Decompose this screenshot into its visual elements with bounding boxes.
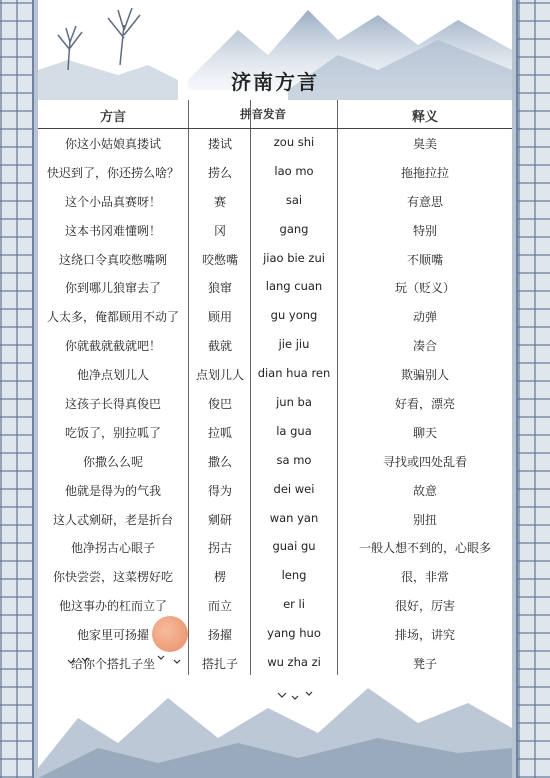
dialect-word: 捞么 (207, 165, 232, 180)
dialect-word: 截就 (207, 339, 232, 354)
pinyin-text: gang (279, 221, 309, 236)
pinyin-text: lao mo (274, 163, 314, 178)
dialect-sentence: 这绕口令真咬憋嘴咧 (58, 252, 167, 267)
dialect-word: 搂试 (207, 137, 232, 151)
dialect-sentence: 他这事办的杠而立了 (58, 599, 167, 614)
pinyin-text: jun ba (276, 395, 312, 410)
pinyin-text: la gua (276, 423, 312, 438)
table-row (38, 129, 512, 158)
dialect-word: 冈 (213, 223, 226, 238)
dialect-sentence: 你快尝尝，这菜楞好吃 (52, 570, 173, 585)
table-row (38, 418, 512, 447)
meaning-text: 凑合 (412, 339, 437, 354)
table-row (38, 245, 512, 274)
pinyin-text: wan yan (269, 510, 319, 525)
table-row (38, 591, 512, 620)
header-meaning: 释义 (411, 110, 438, 125)
pinyin-text: jie jiu (278, 337, 310, 352)
meaning-text: 排场，讲究 (394, 628, 455, 643)
dialect-word: 赛 (213, 194, 226, 209)
dialect-sentence: 他净点划儿人 (76, 368, 149, 383)
dialect-sentence: 你就截就截就吧！ (64, 339, 161, 354)
table-row (38, 562, 512, 591)
pinyin-text: leng (281, 568, 307, 583)
meaning-text: 臭美 (412, 137, 437, 151)
dialect-sentence: 他家里可扬擢 (76, 628, 149, 643)
pinyin-text: er li (283, 597, 305, 612)
header-dialect: 方言 (99, 110, 126, 125)
dialect-word: 咬憋嘴 (201, 252, 238, 267)
table-header (38, 100, 512, 129)
table-row (38, 187, 512, 216)
pinyin-text: guai gu (272, 539, 316, 554)
pinyin-text: sai (285, 192, 303, 207)
dialect-word: 楞 (213, 570, 226, 585)
table-row (38, 505, 512, 534)
table-row (38, 302, 512, 331)
table-row (38, 273, 512, 302)
table-row (38, 216, 512, 245)
dialect-word: 搭扎子 (201, 657, 238, 672)
dialect-sentence: 你撒么么呢 (82, 454, 143, 469)
meaning-text: 很好，厉害 (394, 599, 455, 614)
dialect-sentence: 他净拐古心眼子 (70, 541, 155, 556)
decorative-border-right (516, 0, 550, 778)
table-row (38, 476, 512, 505)
dialect-sentence: 这本书冈难懂咧！ (64, 223, 161, 238)
pinyin-text: jiao bie zui (263, 250, 325, 265)
dialect-word: 得为 (207, 483, 232, 498)
table-row (38, 331, 512, 360)
meaning-text: 动弹 (412, 310, 437, 325)
dialect-sentence: 你到哪儿狼窜去了 (64, 281, 161, 296)
meaning-text: 欺骗别人 (400, 368, 449, 383)
table-row (38, 447, 512, 476)
table-row (38, 533, 512, 562)
dialect-sentence: 这个小品真赛呀！ (64, 194, 161, 209)
dialect-sentence: 你这小姑娘真搂试 (64, 137, 161, 151)
dialect-word: 扬擢 (207, 628, 232, 643)
table-row (38, 620, 512, 649)
dialect-word: 撒么 (207, 454, 232, 469)
meaning-text: 凳子 (412, 657, 437, 672)
decorative-border-left (0, 0, 34, 778)
dialect-sentence: 这人忒剜研，老是折台 (52, 512, 173, 527)
meaning-text: 好看，漂亮 (394, 397, 455, 412)
pinyin-text: dei wei (273, 481, 315, 496)
meaning-text: 玩（贬义） (394, 281, 455, 296)
dialect-sentence: 人太多，俺都顾用不动了 (46, 310, 179, 325)
meaning-text: 别扭 (412, 512, 437, 527)
dialect-word: 剜研 (207, 512, 232, 527)
pinyin-text: sa mo (276, 452, 312, 467)
meaning-text: 不顺嘴 (406, 252, 443, 267)
dialect-sentence: 吃饭了，别拉呱了 (64, 425, 161, 440)
pinyin-text: wu zha zi (267, 655, 321, 670)
meaning-text: 故意 (412, 483, 437, 498)
meaning-text: 聊天 (412, 425, 437, 440)
dialect-word: 点划儿人 (195, 368, 244, 383)
dialect-word: 狼窜 (207, 281, 232, 296)
dialect-sentence: 他就是得为的气我 (64, 483, 161, 498)
table-row (38, 389, 512, 418)
dialect-word: 顾用 (207, 310, 232, 325)
table-row (38, 360, 512, 389)
meaning-text: 特别 (412, 223, 437, 238)
meaning-text: 有意思 (406, 194, 443, 209)
meaning-text: 很，非常 (400, 570, 449, 585)
border-inner-right (512, 0, 516, 778)
page-title: 济南方言 (231, 70, 319, 94)
pinyin-text: gu yong (270, 308, 318, 323)
pinyin-text: zou shi (273, 135, 315, 149)
table-row (38, 158, 512, 187)
pinyin-text: yang huo (267, 626, 321, 641)
pinyin-text: dian hua ren (257, 366, 331, 381)
meaning-text: 一般人想不到的，心眼多 (358, 541, 491, 556)
pinyin-text: lang cuan (265, 279, 323, 294)
dialect-sentence: 给你个搭扎子坐 (70, 657, 155, 672)
table-row (38, 649, 512, 678)
dialect-sentence: 这孩子长得真俊巴 (64, 397, 161, 412)
dialect-sentence: 快迟到了，你还捞么啥？ (46, 165, 179, 180)
dialect-word: 拐古 (207, 541, 232, 556)
header-pinyin: 拼音发音 (240, 107, 286, 121)
meaning-text: 寻找或四处乱看 (382, 454, 467, 469)
dialect-word: 俊巴 (207, 397, 232, 412)
meaning-text: 拖拖拉拉 (400, 165, 449, 180)
dialect-table (38, 100, 512, 678)
dialect-word: 而立 (207, 599, 232, 614)
dialect-word: 拉呱 (207, 425, 232, 440)
